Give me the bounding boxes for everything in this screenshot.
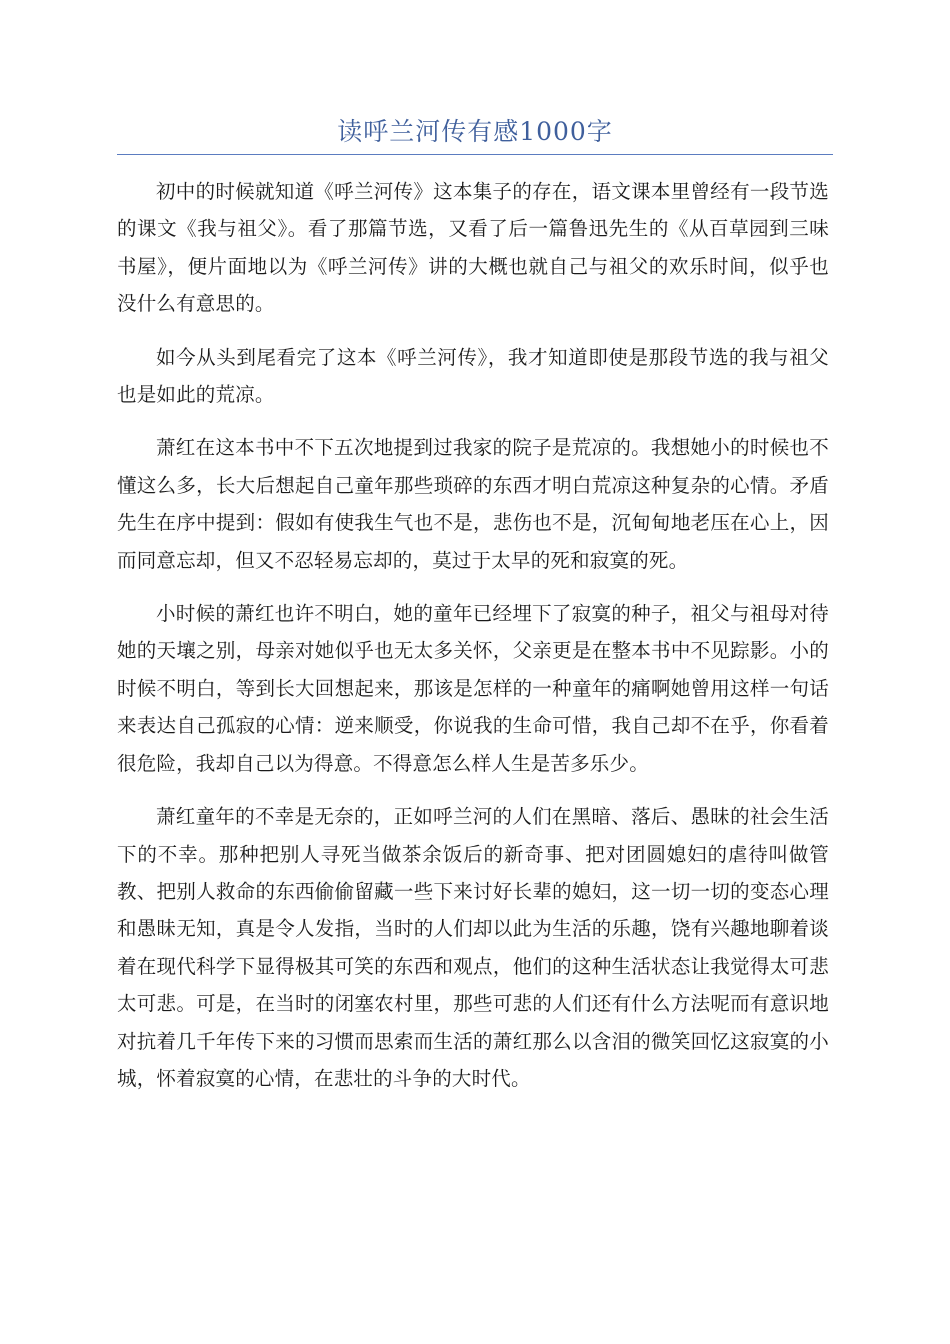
document-body — [117, 173, 829, 1113]
paragraph-5: 萧红童年的不幸是无奈的，正如呼兰河的人们在黑暗、落后、愚昧的社会生活下的不幸。那种把别人寻死当做茶余饭后的新奇事、把对团圆媳妇的虐待叫做管教、把别人救命的东西偷偷留藏一些下来讨好长辈的媳妇，这一切一切的变态心理和愚昧无知，真是令人发指，当时的人们却以此为生活的乐趣，饶有兴趣地聊着谈着在现代科学下显得极其可笑的东西和观点，他们的这种生活状态让我觉得太可悲太可悲。可是，在当时的闭塞农村里，那些可悲的人们还有什么方法呢而有意识地对抗着几千年传下来的习惯而思索而生活的萧红那么以含泪的微笑回忆这寂寞的小城，怀着寂寞的心情，在悲壮的斗争的大时代。 — [117, 805, 829, 1090]
title-underline — [117, 154, 833, 155]
paragraph-1: 初中的时候就知道《呼兰河传》这本集子的存在，语文课本里曾经有一段节选的课文《我与祖父》。看了那篇节选，又看了后一篇鲁迅先生的《从百草园到三味书屋》，便片面地以为《呼兰河传》讲的大概也就自己与祖父的欢乐时间，似乎也没什么有意思的。 — [117, 180, 829, 316]
document-title: 读呼兰河传有感1000字 — [337, 117, 613, 146]
paragraph-3: 萧红在这本书中不下五次地提到过我家的院子是荒凉的。我想她小的时候也不懂这么多，长大后想起自己童年那些琐碎的东西才明白荒凉这种复杂的心情。矛盾先生在序中提到：假如有使我生气也不是，悲伤也不是，沉甸甸地老压在心上，因而同意忘却，但又不忍轻易忘却的，莫过于太早的死和寂寞的死。 — [117, 436, 829, 572]
paragraph-2: 如今从头到尾看完了这本《呼兰河传》，我才知道即使是那段节选的我与祖父也是如此的荒凉。 — [117, 345, 829, 407]
paragraph-4: 小时候的萧红也许不明白，她的童年已经埋下了寂寞的种子，祖父与祖母对待她的天壤之别，母亲对她似乎也无太多关怀，父亲更是在整本书中不见踪影。小的时候不明白，等到长大回想起来，那该是怎样的一种童年的痛啊她曾用这样一句话来表达自己孤寂的心情：逆来顺受，你说我的生命可惜，我自己却不在乎，你看着很危险，我却自己以为得意。不得意怎么样人生是苦多乐少。 — [117, 602, 829, 775]
